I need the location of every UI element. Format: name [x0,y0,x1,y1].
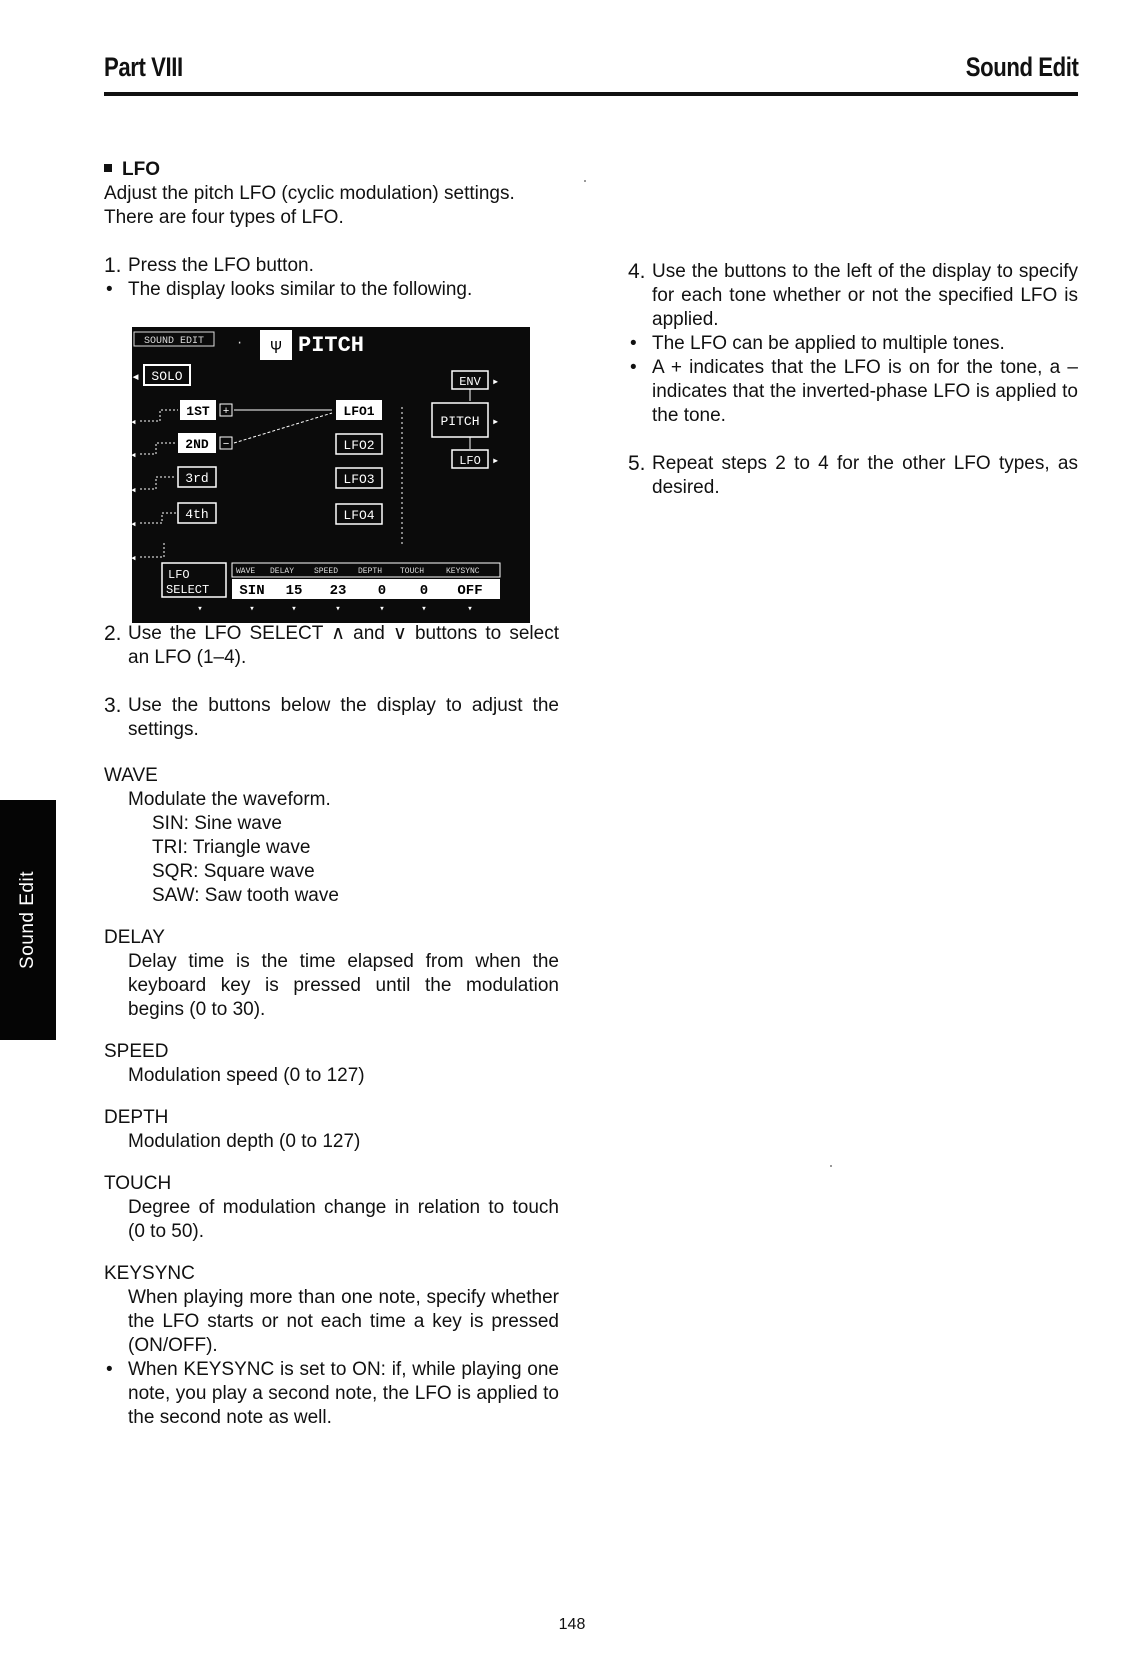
param-wave [104,764,559,908]
step-4-number: 4. [628,260,646,283]
delay-desc: Delay time is the time elapsed from when the keyboard key is pressed until the modulation begins (0 to 30). [128,951,559,1020]
tone-2-arrow-icon: ◂ [130,450,137,462]
solo-label: SOLO [151,369,183,384]
bullet-dot-icon: • [106,1359,113,1380]
lfo-arrow-icon: ▸ [492,454,500,468]
scan-speck [830,1165,832,1167]
param-value-touch: 0 [419,583,429,599]
lfo2-label: LFO2 [343,438,375,453]
step-1-number: 1. [104,254,122,277]
step-3-text: Use the buttons below the display to adjust the settings. [128,695,559,740]
lfo1-label: LFO1 [343,404,375,419]
bullet-dot-icon: • [106,279,113,300]
wave-option: SQR: Square wave [152,861,315,882]
wave-desc: Modulate the waveform. [128,789,331,810]
down-arrow-icon: ▾ [197,604,203,614]
env-label: ENV [459,375,481,389]
param-headers [236,567,480,576]
tone-5-arrow-icon: ◂ [130,553,137,565]
delay-title: DELAY [104,927,165,948]
pitch-arrow-icon: ▸ [492,415,500,429]
wave-option: SIN: Sine wave [152,813,282,834]
tone-4-arrow-icon: ◂ [130,519,137,531]
depth-desc: Modulation depth (0 to 127) [128,1131,361,1152]
wave-option: SAW: Saw tooth wave [152,885,339,906]
minus-glyph: − [222,439,230,451]
step-5-text: Repeat steps 2 to 4 for the other LFO types, as desired. [652,453,1078,498]
param-depth [104,1106,559,1154]
step-2 [104,622,559,670]
param-header-depth: DEPTH [358,567,383,576]
step-4-bullet-2-text: A + indicates that the LFO is on for the tone, a – indicates that the inverted-phase LFO is applied to the tone. [652,357,1078,426]
plus-glyph: + [222,406,230,418]
tuning-fork-glyph: Ψ [270,339,282,359]
param-header-keysync: KEYSYNC [446,567,480,576]
right-buttons [432,371,499,468]
tone-2nd-label: 2ND [185,437,209,452]
param-header-delay: DELAY [270,567,295,576]
step-2-text: Use the LFO SELECT ∧ and ∨ buttons to select an LFO (1–4). [128,623,559,668]
tone-3-arrow-icon: ◂ [130,485,137,497]
wave-title: WAVE [104,765,158,786]
pitch-button-label: PITCH [440,414,480,429]
keysync-bullet [104,1358,559,1430]
down-arrow-icon: ▾ [291,604,297,614]
depth-title: DEPTH [104,1107,169,1128]
tone-leader-lines [140,410,178,557]
lcd-svg [132,327,530,623]
left-arrow-icon: ◂ [131,369,141,386]
scan-speck [584,180,586,182]
step-4-text: Use the buttons to the left of the display to specify for each tone whether or not the specified LFO is applied. [652,261,1078,330]
param-delay [104,926,559,1022]
param-speed [104,1040,559,1088]
step-5 [628,452,1078,500]
down-arrow-icon: ▾ [421,604,427,614]
lfo-section-title [104,158,559,182]
right-column [628,260,1078,500]
down-arrow-icon: ▾ [467,604,473,614]
param-header-touch: TOUCH [400,567,425,576]
step-1-bullet-text: The display looks similar to the following. [128,279,473,300]
step-5-number: 5. [628,452,646,475]
env-arrow-icon: ▸ [492,375,500,389]
step-4-bullet-1-text: The LFO can be applied to multiple tones. [652,333,1005,354]
pitch-title: PITCH [298,333,365,358]
lcd-display [132,327,530,623]
keysync-title: KEYSYNC [104,1263,195,1284]
step-1-text: Press the LFO button. [128,255,314,276]
connect-line-2 [234,413,332,443]
square-bullet-icon [104,164,112,172]
step-3-number: 3. [104,694,122,717]
step-4-bullet-1 [628,332,1078,356]
step-4 [628,260,1078,332]
param-value-speed: 23 [329,583,347,599]
lfo-select-line2: SELECT [166,583,210,597]
header-section-label: Sound Edit [965,52,1078,82]
tone-1st-label: 1ST [186,404,210,419]
tone-1-arrow-icon: ◂ [130,417,137,429]
side-tab-label: Sound Edit [17,871,38,969]
param-value-depth: 0 [377,583,387,599]
param-value-delay: 15 [285,583,303,599]
param-value-keysync: OFF [457,583,483,599]
lfo3-label: LFO3 [343,472,375,487]
down-arrow-icon: ▾ [379,604,385,614]
lfo-intro-line2: There are four types of LFO. [104,207,344,228]
down-arrow-icon: ▾ [249,604,255,614]
param-down-arrows [197,604,472,614]
param-header-wave: WAVE [236,567,256,576]
lfo4-label: LFO4 [343,508,375,523]
tone-4th-label: 4th [185,507,209,522]
touch-desc: Degree of modulation change in relation to touch (0 to 50). [128,1197,559,1242]
lfo-title-text: LFO [122,159,160,180]
sound-edit-label: SOUND EDIT [143,336,205,347]
tone-3rd-label: 3rd [185,471,209,486]
step-2-number: 2. [104,622,122,645]
speed-title: SPEED [104,1041,169,1062]
param-touch [104,1172,559,1244]
step-1-bullet [104,278,559,302]
keysync-desc: When playing more than one note, specify whether the LFO starts or not each time a key is pressed (ON/OFF). [128,1287,559,1356]
tone-rows [178,400,216,523]
speed-desc: Modulation speed (0 to 127) [128,1065,365,1086]
param-keysync [104,1262,559,1430]
lfo-intro-line1: Adjust the pitch LFO (cyclic modulation) settings. [104,183,515,204]
down-arrow-icon: ▾ [335,604,341,614]
bullet-dot-icon: • [630,357,637,378]
header-rule [104,92,1078,96]
param-value-wave: SIN [239,583,265,599]
step-1 [104,254,559,278]
lfo-button-label: LFO [459,454,481,468]
keysync-bullet-text: When KEYSYNC is set to ON: if, while playing one note, you play a second note, the LFO is applied to the second note as well. [128,1359,559,1428]
header-part-label: Part VIII [104,52,183,82]
lfo-select-line1: LFO [168,568,190,582]
wave-option: TRI: Triangle wave [152,837,311,858]
dot-separator: · [236,336,244,350]
touch-title: TOUCH [104,1173,172,1194]
param-header-speed: SPEED [314,567,339,576]
step-4-bullet-2 [628,356,1078,428]
lfo-boxes [336,400,382,524]
page-number: 148 [558,1616,586,1633]
bullet-dot-icon: • [630,333,637,354]
step-3 [104,694,559,742]
